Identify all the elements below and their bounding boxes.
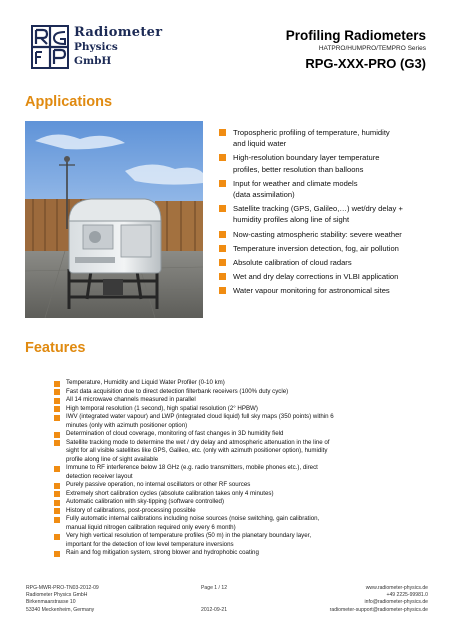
list-item (54, 430, 429, 439)
footer-address (26, 585, 99, 614)
list-item-line: humidity profiles along line of sight (233, 215, 350, 225)
logo-line-2: Physics (74, 41, 118, 53)
list-item-line: History of calibrations, post-processing possible (66, 506, 196, 514)
footer-doc-id: RPG-MWR-PRO-TN03-2012-09 (26, 585, 99, 591)
page-footer (26, 585, 428, 617)
title-block (286, 28, 426, 71)
list-item-line: High temporal resolution (1 second), high spatial resolution (2° HPBW) (66, 404, 258, 412)
model-title: RPG-XXX-PRO (G3) (305, 56, 426, 71)
list-item-line: Automatic calibration with sky-tipping (software controlled) (66, 498, 225, 505)
list-item-line: IWV (integrated water vapour) and LWP (integrated cloud liquid) full sky maps (350 points) within 6 (66, 413, 334, 420)
logo-wordmark (74, 26, 162, 68)
list-item (54, 532, 429, 549)
list-item (54, 481, 429, 490)
list-item-line: profiles, better resolution than balloons (233, 164, 364, 174)
list-item (54, 388, 429, 397)
list-item-line: All 14 microwave channels measured in parallel (66, 396, 196, 403)
list-item-line: Temperature inversion detection, fog, air pollution (233, 243, 399, 253)
page-title: Profiling Radiometers (285, 28, 426, 43)
list-item (219, 152, 429, 174)
list-item-line: Water vapour monitoring for astronomical sites (233, 286, 390, 296)
list-item (54, 396, 429, 405)
list-item (219, 127, 429, 149)
logo-line-3: GmbH (74, 55, 112, 67)
list-item-line: Now-casting atmospheric stability: severe weather (233, 229, 402, 239)
rpg-logo-icon (30, 24, 70, 70)
footer-company: Radiometer Physics GmbH (26, 592, 88, 599)
list-item-line: sight for all visible satellites like GPS, Galileo, etc. (only with azimuth positioner option), humidity (66, 447, 328, 454)
footer-email-info[interactable]: info@radiometer-physics.de (364, 599, 428, 606)
company-logo (30, 24, 163, 74)
footer-phone: +49 2225-99981.0 (386, 592, 428, 599)
list-item-line: detection receiver layout (66, 472, 133, 480)
list-item (54, 464, 429, 481)
list-item-line: Satellite tracking mode to determine the wet / dry delay and atmospheric attenuation in the line of (66, 438, 330, 446)
list-item-line: Input for weather and climate models (233, 178, 358, 188)
features-heading: Features (25, 340, 86, 356)
list-item-line: Fully automatic internal calibrations including noise sources (noise switching, gain calibration, (66, 515, 320, 522)
list-item-line: important for the detection of low level temperature inversions (66, 540, 234, 548)
list-item (54, 405, 429, 414)
footer-email-support[interactable]: radiometer-support@radiometer-physics.de (329, 606, 428, 613)
list-item (54, 413, 429, 430)
list-item-line: Very high vertical resolution of temperature profiles (50 m) in the planetary boundary layer, (66, 532, 312, 539)
list-item (219, 178, 429, 200)
list-item (54, 439, 429, 465)
list-item-line: Extremely short calibration cycles (absolute calibration takes only 4 minutes) (66, 489, 274, 497)
list-item-line: manual liquid nitrogen calibration required only every 6 month) (66, 523, 236, 531)
footer-date: 2012-09-21 (201, 606, 228, 613)
list-item-line: Satellite tracking (GPS, Galileo,…) wet/dry delay + (233, 204, 403, 214)
list-item (219, 203, 429, 225)
list-item-line: Temperature, Humidity and Liquid Water Profiler (0-10 km) (66, 379, 225, 386)
list-item (54, 515, 429, 532)
list-item-line: Absolute calibration of cloud radars (233, 258, 352, 268)
list-item-line: Tropospheric profiling of temperature, humidity (233, 128, 390, 137)
list-item-line: minutes (only with azimuth positioner option) (66, 421, 188, 429)
features-list (54, 379, 429, 558)
list-item-line: (data assimilation) (233, 190, 295, 200)
logo-line-1: Radiometer (74, 25, 163, 40)
footer-web-link[interactable]: www.radiometer-physics.de (365, 585, 428, 591)
list-item (219, 243, 429, 254)
list-item (54, 507, 429, 516)
applications-heading: Applications (25, 94, 113, 110)
list-item (219, 285, 429, 296)
series-subtitle: HATPRO/HUMPRO/TEMPRO Series (318, 45, 426, 52)
list-item-line: Wet and dry delay corrections in VLBI application (233, 272, 399, 282)
applications-list (219, 127, 429, 300)
footer-street: Birkenmaarstrasse 10 (26, 599, 76, 606)
list-item (219, 257, 429, 268)
list-item (54, 379, 429, 388)
footer-page-number: Page 1 / 12 (201, 585, 228, 591)
list-item (219, 229, 429, 240)
list-item-line: and liquid water (233, 139, 287, 149)
list-item-line: High-resolution boundary layer temperature (233, 153, 380, 163)
footer-city: 53340 Meckenheim, Germany (26, 606, 95, 613)
list-item-line: profile along line of sight available (66, 455, 159, 463)
list-item (54, 549, 429, 558)
list-item-line: Rain and fog mitigation system, strong blower and hydrophobic coating (66, 549, 259, 556)
list-item (54, 498, 429, 507)
list-item-line: Determination of cloud coverage, monitoring of fast changes in 3D humidity field (66, 430, 284, 437)
list-item-line: Fast data acquisition due to direct detection filterbank receivers (100% duty cycle) (66, 387, 289, 395)
footer-contact (330, 585, 428, 614)
list-item (54, 490, 429, 499)
radiometer-photo (25, 121, 203, 318)
list-item (219, 271, 429, 282)
list-item-line: Purely passive operation, no internal oscillators or other RF sources (66, 481, 251, 488)
list-item-line: Immune to RF interference below 18 GHz (e.g. radio transmitters, mobile phones etc.), direct (66, 464, 318, 471)
